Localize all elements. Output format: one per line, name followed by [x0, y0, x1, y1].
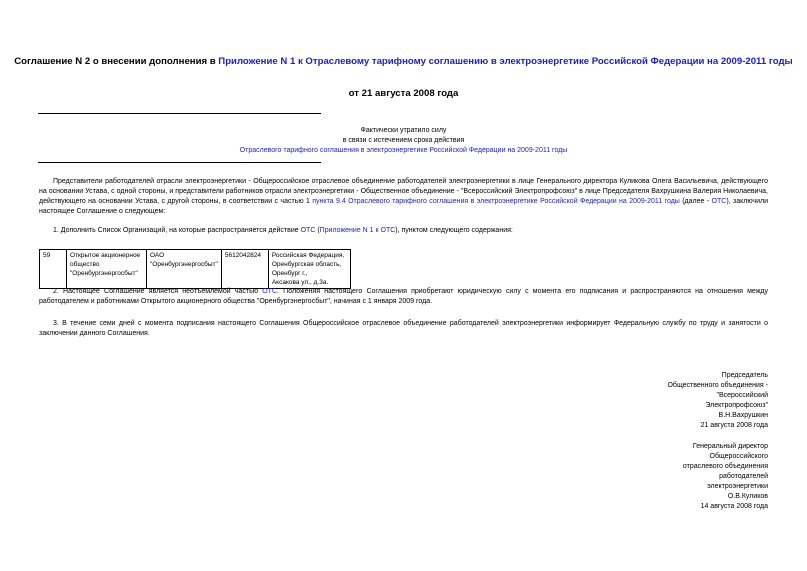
sign2-line: электроэнергетики [707, 483, 768, 490]
signature-block-union [628, 371, 768, 431]
cell-short-name: ОАО "Оренбургэнергосбыт" [147, 250, 222, 289]
cell-address: Российская Федерация, Оренбургская область, Оренбург г., Аксакова ул., д.3а. [268, 250, 350, 289]
item2-ots-link[interactable]: ОТС [262, 288, 278, 295]
sign1-name: В.Н.Вахрушкин [718, 412, 768, 419]
sign2-line: Генеральный директор [692, 443, 768, 450]
signature-block-employers [628, 442, 768, 512]
item2-text-2: . Положения настоящего Соглашения приобретают юридическую силу с момента его подписания и распространяются на отношения между работодателем и работниками Открытого акционерного общества "Оренбургэнергосбыт", начиная с 1 января 2009 года. [39, 288, 768, 305]
sign1-date: 21 августа 2008 года [700, 422, 768, 429]
notice-link[interactable]: Отраслевого тарифного соглашения в электроэнергетике Российской Федерации на 2009-2011 годы [239, 147, 568, 154]
document-date: от 21 августа 2008 года [348, 88, 459, 99]
organization-table [39, 249, 351, 289]
document-title [0, 56, 807, 68]
sign2-date: 14 августа 2008 года [700, 503, 768, 510]
sign1-line: "Всероссийский [716, 392, 768, 399]
item1-paragraph [39, 226, 768, 236]
intro-text-3: ), заключили настоящее Соглашение о следующем: [39, 198, 768, 215]
cell-number: 59 [40, 250, 67, 289]
sign1-line: Председатель [721, 372, 768, 379]
item2-text-1: 2. Настоящее Соглашение является неотъемлемой частью [53, 288, 263, 295]
intro-link[interactable]: пункта 9.4 Отраслевого тарифного соглашения в электроэнергетике Российской Федерации на 2009-2011 годы [312, 198, 680, 205]
sign2-line: отраслевого объединения [682, 463, 768, 470]
sign1-line: Общественного объединения - [667, 382, 768, 389]
sign2-line: работодателей [719, 473, 768, 480]
intro-text-1: Представители работодателей отрасли электроэнергетики - Общероссийское отраслевое объединение работодателей электроэнергетики в лице Генерального директора Куликова Олега Васильевича, действующего на основании Устава, с одной стороны, и представители работников отрасли электроэнергетики - Общественное объединение - "Всероссийский Электропрофсоюз" в лице Председателя Вахрушкина Валерия Николаевича, действующего на основании Устава, с другой стороны, в соответствии с частью 1 [39, 178, 768, 205]
table-row [40, 250, 351, 289]
title-prefix: Соглашение N 2 о внесении дополнения в [14, 56, 219, 67]
intro-paragraph [39, 177, 768, 217]
title-link[interactable]: Приложение N 1 к Отраслевому тарифному соглашению в электроэнергетике Российской Федерации на 2009-2011 годы [218, 56, 793, 67]
item1-ots-link[interactable]: ОТС [300, 227, 316, 234]
item1-text-3: ), пунктом следующего содержания: [395, 227, 513, 234]
sign2-name: О.В.Куликов [727, 493, 768, 500]
expiry-notice [0, 126, 807, 156]
notice-line1: Фактически утратило силу [360, 127, 447, 134]
intro-ots-link[interactable]: ОТС [711, 198, 727, 205]
item1-appendix-link[interactable]: Приложение N 1 к ОТС [319, 227, 396, 234]
item3-paragraph: 3. В течение семи дней с момента подписания настоящего Соглашения Общероссийское отраслевое объединение работодателей электроэнергетики информирует Федеральную службу по труду и занятости о заключении данного Соглашения. [39, 320, 768, 337]
cell-full-name: Открытое акционерное общество "Оренбургэнергосбыт" [67, 250, 147, 289]
item1-text-1: 1. Дополнить Список Организаций, на которые распространяется действие [53, 227, 301, 234]
item1-text-2: ( [315, 227, 320, 234]
divider-bottom [38, 162, 321, 163]
cell-inn: 5612042824 [221, 250, 268, 289]
divider-top [38, 113, 321, 114]
sign1-line: Электропрофсоюз" [705, 402, 768, 409]
intro-text-2: (далее - [679, 198, 712, 205]
notice-line2: в связи с истечением срока действия [342, 137, 465, 144]
sign2-line: Общероссийского [709, 453, 768, 460]
item2-paragraph [39, 287, 768, 307]
